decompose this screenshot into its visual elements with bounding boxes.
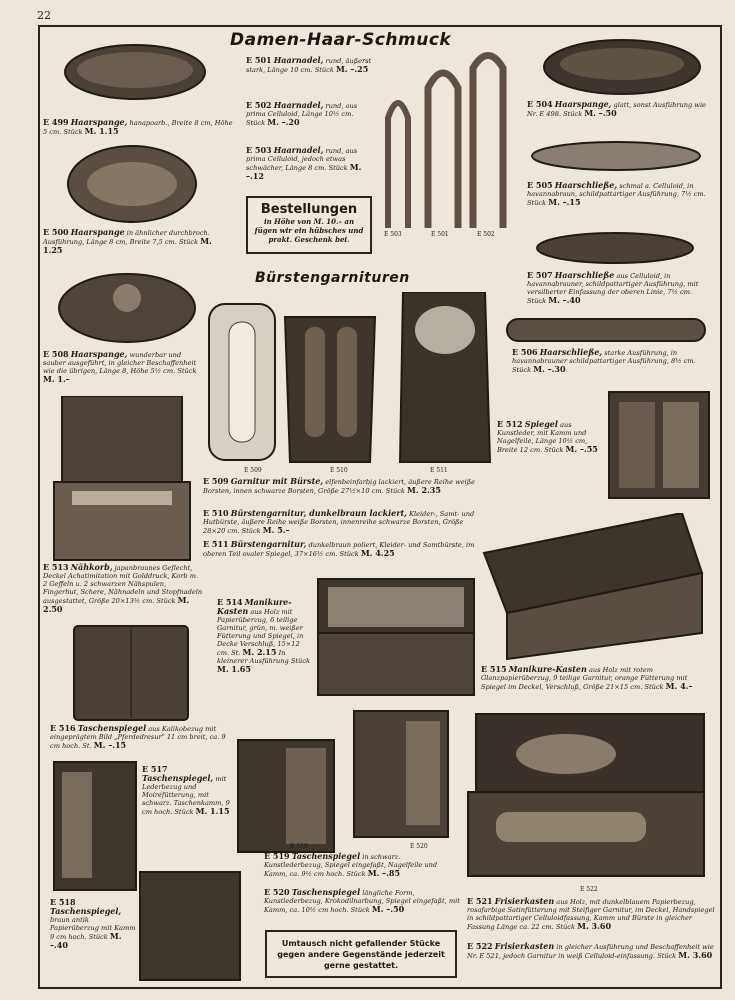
catalog-entry: E 501 Haarnadel, rund, äußerst stark, Länge 10 cm. Stück M. –.25 [246,55,372,74]
order-bonus-box [246,196,372,254]
catalog-entry: E 517 Taschenspiegel, mit Lederbezug und Moiréfütterung, mit schwarz. Taschenkamm, 9 cm hoch. Stück M. 1.15 [142,764,230,816]
fig-label-e509: E 509 [244,467,262,474]
hair-clip-openwork-image [65,142,200,227]
pocket-mirror-croc-image [352,709,450,839]
section-title: Bürstengarnituren [255,270,410,286]
catalog-entry: E 500 Haarspange in ähnlicher durchbroch. Ausführung, Länge 8 cm, Breite 7,5 cm. Stück M. 1.25 [43,227,212,255]
fig-label-e502: E 502 [477,231,495,238]
pocket-mirror-kaliko-image [72,624,190,722]
page-title: Damen-Haar-Schmuck [230,30,452,50]
mirror-case-image [607,390,712,502]
fig-label-e510: E 510 [330,467,348,474]
catalog-entry: E 521 Frisierkasten aus Holz, mit dunkelblauem Papierbezug, rosafarbige Satinfütterung mit Steifiger Garnitur, im Deckel, Handspiegel in schildpattartiger Celluloidfassung, Kamm und Bürste in gleicher Fassung Länge ca. 22 cm. Stück M. 3.60 [467,896,715,931]
hair-clip-carved-image [55,268,200,348]
fig-label-e520: E 520 [410,843,428,850]
pocket-mirror-leather-image [52,760,138,892]
manicure-case-large-image [482,513,704,661]
catalog-entry: E 510 Bürstengarnitur, dunkelbraun lackiert, Kleider-, Samt- und Hutbürste, äußere Reihe weiße Borsten, innenreihe schwarze Borsten, Größe 28×20 cm. Stück M. 5.– [203,508,475,535]
order-bonus-text: in Höhe von M. 10.– an fügen wir ein hübsches und prakt. Geschenk bei. [254,217,364,244]
fig-label-e501: E 501 [431,231,449,238]
hair-slide-thin-image [528,138,708,174]
hair-slide-silver-image [535,228,705,268]
catalog-entry: E 522 Frisierkasten in gleicher Ausführung und Beschaffenheit wie Nr. E 521, jedoch Garnitur in weiß Celluloid-einfassung. Stück M. 3.60 [467,941,714,960]
sewing-basket-image [52,396,192,564]
hair-slide-strong-image [505,316,710,344]
catalog-entry: E 516 Taschenspiegel aus Kalikobezug mit eingeprägtem Bild „Pferdedresur" 11 cm breit, ca. 9 cm hoch. St. M. –.15 [50,723,226,750]
pocket-mirror-black-image [236,738,336,854]
fig-label-e511: E 511 [430,467,448,474]
catalog-entry: E 512 Spiegel aus Kunstleder, mit Kamm und Nagelfeile, Länge 10½ cm, Breite 12 cm. Stück M. –.55 [497,419,598,454]
catalog-entry: E 514 Manikure-Kasten aus Holz mit Papierüberzug, 6 teilige Garnitur, grün, m. weißer Fütterung und Spiegel, in Decke Verschluß, 15×12 cm. St. M. 2.15 In kleinerer Ausführung Stück M. 1.65 [217,597,310,674]
catalog-entry: E 511 Bürstengarnitur, dunkelbraun poliert, Kleider- und Samtbürste, im oberen Teil ovaler Spiegel, 37×16½ cm. Stück M. 4.25 [203,539,475,558]
catalog-entry: E 499 Haarspange, hanapoarb., Breite 8 cm, Höhe 5 cm. Stück M. 1.15 [43,117,233,136]
catalog-entry: E 504 Haarspange, glatt, sonst Ausführung wie Nr. E 498. Stück M. –.50 [527,99,706,118]
catalog-entry: E 515 Manikure-Kasten aus Holz mit rotem Glanzpapierüberzug, 9 teilige Garnitur, orange Fütterung mit Spiegel im Deckel, Verschluß, Größe 21×15 cm. Stück M. 4.– [481,664,693,691]
fig-label-e519: E 519 [290,843,308,850]
catalog-entry: E 508 Haarspange, wunderbar und sauber ausgeführt, in gleicher Beschaffenheit wie die übrigen, Länge 8, Höhe 5½ cm. Stück M. 1.– [43,349,197,384]
catalog-entry: E 520 Taschenspiegel längliche Form, Kunstlederbezug, Krokodilnarbung, Spiegel eingefaßt, mit Kamm, ca. 10½ cm hoch. Stück M. –.50 [264,887,460,914]
exchange-notice: Umtausch nicht gefallender Stücke gegen andere Gegenstände jederzeit gerne gestattet. [265,930,457,978]
catalog-entry: E 513 Nähkorb, japanbraunes Geflecht, Deckel Achatimitation mit Golddruck, Korb m. 2 Geffeln u. 2 schwarzen Nähspulen, Fingerhut, Schere, Nähnadeln und Stopfnadeln ausgestattet, Größe 20×13½ cm. Stück M. 2.50 [43,562,203,614]
page-number: 22 [37,9,51,22]
catalog-entry: E 503 Haarnadel, rund, aus prima Celluloid, jedoch etwas schwächer, Länge 8 cm. Stück M. –.12 [246,145,362,181]
brush-sets-image [205,292,505,466]
catalog-entry: E 505 Haarschließe, schmal a. Celluloid, in havannabraun, schildpattartiger Ausführung, 7½ cm. Stück M. –.15 [527,180,706,207]
hairpins-image [378,48,508,230]
pocket-mirror-brown-image [138,870,242,982]
order-bonus-title: Bestellungen [260,202,358,217]
hair-clip-image [60,40,210,105]
catalog-entry: E 506 Haarschließe, starke Ausführung, in havannabrauner schildpattartiger Ausführung, 8½ cm. Stück M. –.30 [512,347,696,374]
catalog-entry: E 502 Haarnadel, rund, aus prima Celluloid, Länge 10½ cm. Stück M. –.20 [246,100,358,127]
dressing-case-image [466,712,708,880]
catalog-entry: E 509 Garnitur mit Bürste, elfenbeinfarbig lackiert, äußere Reihe weiße Borsten, innen schwarze Borsten, Größe 27½×10 cm. Stück M. 2.35 [203,476,476,495]
manicure-case-small-image [316,577,476,697]
catalog-entry: E 519 Taschenspiegel in schwarz. Kunstlederbezug, Spiegel eingefaßt, Nagelfeile und Kamm, ca. 9½ cm hoch. Stück M. –.85 [264,851,438,878]
catalog-entry: E 507 Haarschließe aus Celluloid, in havannabrauner, schildpattartiger Ausführung, mit versilberter Einfassung der oberen Linie, 7½ cm. Stück M. –.40 [527,270,699,305]
catalog-entry: E 518 Taschenspiegel, braun antik Papierüberzug mit Kamm 9 cm hoch. Stück M. –.40 [50,897,136,950]
smooth-hair-clip-image [540,36,705,98]
fig-label-e522: E 522 [580,886,598,893]
fig-label-e503: E 503 [384,231,402,238]
